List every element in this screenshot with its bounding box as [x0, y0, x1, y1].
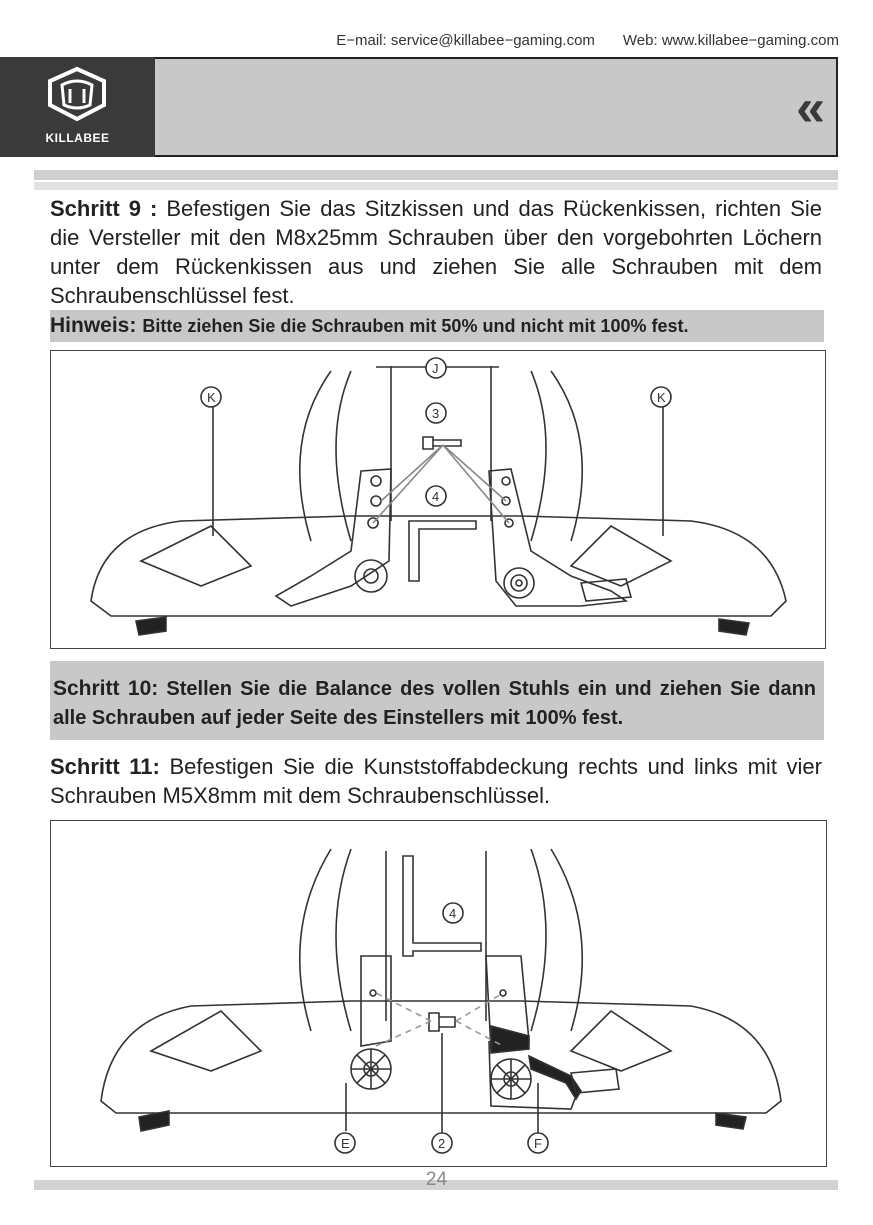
step-11-label: Schritt 11:	[50, 754, 160, 779]
figure-step-9	[50, 350, 826, 649]
brand-logo	[0, 57, 155, 157]
callout-j: J	[432, 361, 439, 376]
step-9-text: Befestigen Sie das Sitzkissen und das Rückenkissen, richten Sie die Versteller mit den M8x25mm Schrauben über den vorgebohrten Löchern unter dem Rückenkissen aus und ziehen Sie alle Schrauben mit dem Schraubenschlüssel fest.	[50, 196, 822, 308]
brand-name: KILLABEE	[45, 131, 110, 145]
step-10-label: Schritt 10:	[53, 677, 159, 700]
callout-4: 4	[449, 906, 457, 921]
hinweis-text: Bitte ziehen Sie die Schrauben mit 50% und nicht mit 100% fest.	[142, 316, 689, 336]
callout-4: 4	[432, 489, 440, 504]
page-number: 24	[425, 1169, 448, 1190]
hinweis-label: Hinweis:	[50, 314, 137, 337]
callout-2: 2	[438, 1136, 446, 1151]
callout-k-right: K	[657, 390, 666, 405]
callout-3: 3	[432, 406, 440, 421]
header-divider-1	[34, 170, 838, 180]
killabee-shield-icon	[0, 57, 155, 127]
step-11-paragraph	[50, 752, 822, 810]
contact-line	[336, 32, 839, 49]
web-text: Web: www.killabee−gaming.com	[622, 32, 839, 49]
step-11-text: Befestigen Sie die Kunststoffabdeckung rechts und links mit vier Schrauben M5X8mm mit dem Schraubenschlüssel.	[50, 754, 822, 808]
double-chevron-left-icon[interactable]: «	[796, 79, 825, 137]
step-9-label: Schritt 9 :	[50, 196, 158, 221]
header-divider-2	[34, 182, 838, 190]
hinweis-note	[50, 310, 824, 342]
step-9-paragraph	[50, 194, 822, 310]
callout-f: F	[534, 1136, 542, 1151]
callout-e: E	[341, 1136, 350, 1151]
plastic-cover-illustration	[51, 821, 826, 1166]
email-text: E−mail: service@killabee−gaming.com	[336, 32, 595, 49]
step-10-text: Stellen Sie die Balance des vollen Stuhls ein und ziehen Sie dann alle Schrauben auf jeder Seite des Einstellers mit 100% fest.	[53, 678, 817, 729]
figure-step-11	[50, 820, 827, 1167]
seat-mechanism-illustration	[51, 351, 825, 648]
callout-k-left: K	[207, 390, 216, 405]
step-10-box	[50, 661, 824, 740]
